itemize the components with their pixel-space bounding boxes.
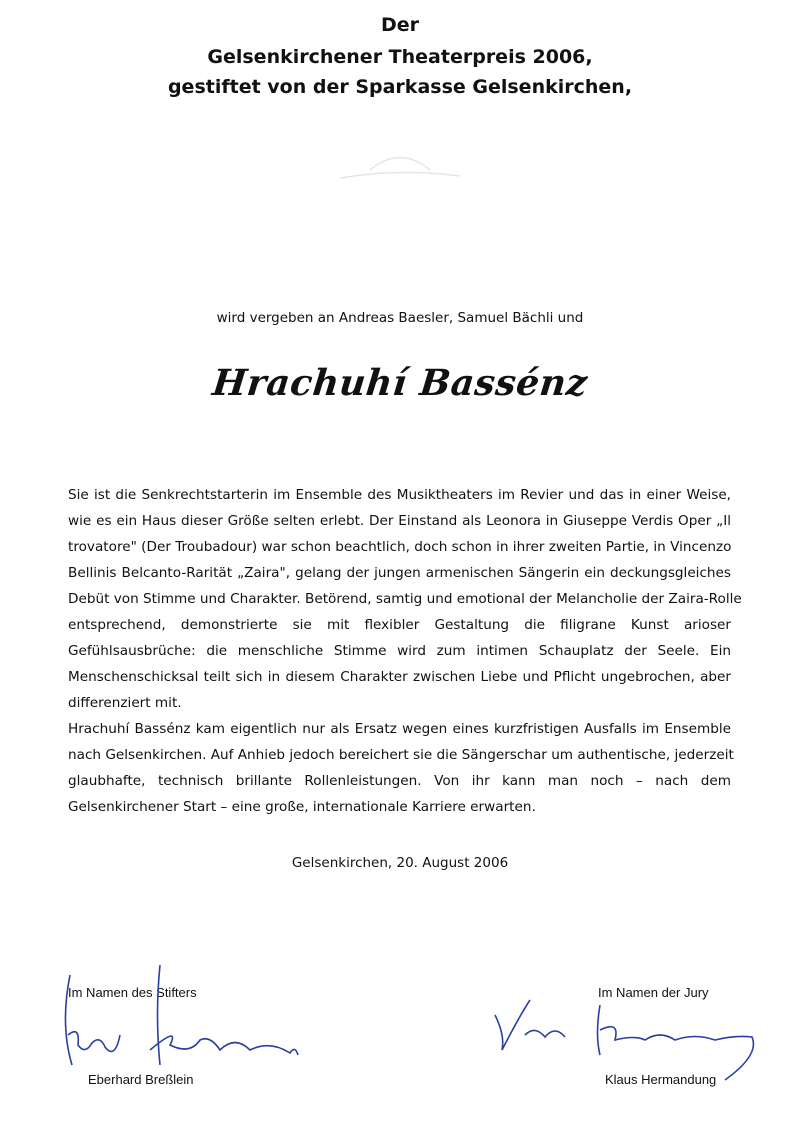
header-line-2: Gelsenkirchener Theaterpreis 2006, (207, 46, 593, 68)
left-signature-label: Im Namen des Stifters (68, 985, 197, 1000)
text-line: trovatore" (Der Troubadour) war schon beachtlich, doch schon in ihrer zweiten Partie, in Vincenzo (68, 539, 732, 555)
text-line: Debüt von Stimme und Charakter. Betörend, samtig und emotional der Melancholie der Zaira-Rolle (68, 591, 742, 607)
header-line-3: gestiftet von der Sparkasse Gelsenkirchen, (167, 76, 633, 98)
text-line: Sie ist die Senkrechtstarterin im Ensemble des Musiktheaters im Revier und das in einer Weise, (68, 487, 731, 503)
text-line: Gelsenkirchener Start – eine große, internationale Karriere erwarten. (68, 799, 536, 815)
right-signature-label: Im Namen der Jury (598, 985, 709, 1000)
header-line-1: Der (380, 14, 420, 36)
embossed-seal (330, 140, 470, 190)
text-line: Menschenschicksal teilt sich in diesem Charakter zwischen Liebe und Pflicht ungebrochen, aber (68, 669, 731, 685)
text-line: glaubhafte, technisch brillante Rollenleistungen. Von ihr kann man noch – nach dem (68, 773, 731, 789)
left-signature (60, 965, 310, 1080)
text-line: nach Gelsenkirchen. Auf Anhieb jedoch bereichert sie die Sängerschar um authentische, jederzeit (68, 747, 734, 763)
text-line: wie es ein Haus dieser Größe selten erlebt. Der Einstand als Leonora in Giuseppe Verdis Oper „Il (68, 513, 731, 529)
text-line: entsprechend, demonstrierte sie mit flexibler Gestaltung die filigrane Kunst arioser (68, 617, 731, 633)
text-line: Bellinis Belcanto-Rarität „Zaira", gelang der jungen armenischen Sängerin ein deckungsgleiches (68, 565, 731, 581)
text-line: differenziert mit. (68, 695, 182, 711)
laureate-name: Hrachuhí Bassénz (210, 362, 590, 404)
text-line: Gefühlsausbrüche: die menschliche Stimme wird zum intimen Schauplatz der Seele. Ein (68, 643, 731, 659)
left-signatory-name: Eberhard Breßlein (88, 1072, 194, 1087)
text-line: Hrachuhí Bassénz kam eigentlich nur als Ersatz wegen eines kurzfristigen Ausfalls im Ensemble (68, 721, 731, 737)
citation-text (68, 482, 742, 820)
intro-text: wird vergeben an Andreas Baesler, Samuel Bächli und (216, 310, 584, 326)
place-date: Gelsenkirchen, 20. August 2006 (291, 855, 509, 871)
right-signatory-name: Klaus Hermandung (605, 1072, 717, 1087)
